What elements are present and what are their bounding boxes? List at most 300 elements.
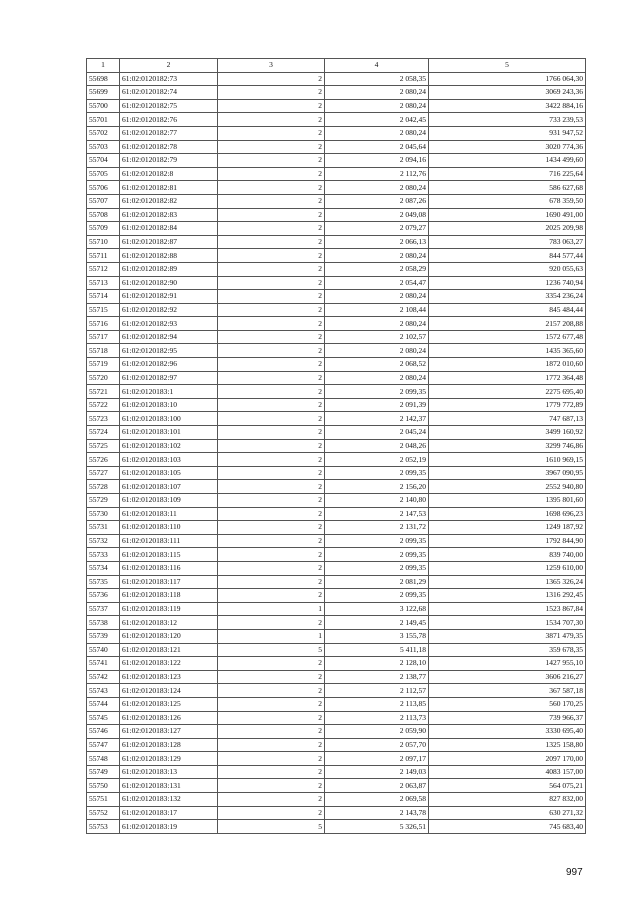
cadastral-number: 61:02:0120183:100: [120, 412, 218, 426]
row-number: 55734: [87, 561, 120, 575]
cost-value: 783 063,27: [429, 235, 586, 249]
row-number: 55709: [87, 222, 120, 236]
area-value: 2 068,52: [325, 358, 429, 372]
cost-value: 739 966,37: [429, 711, 586, 725]
count-value: 2: [218, 752, 325, 766]
count-value: 5: [218, 643, 325, 657]
count-value: 2: [218, 222, 325, 236]
cadastral-number: 61:02:0120182:84: [120, 222, 218, 236]
count-value: 2: [218, 711, 325, 725]
cadastral-number: 61:02:0120182:87: [120, 235, 218, 249]
area-value: 2 099,35: [325, 561, 429, 575]
table-row: [87, 575, 586, 589]
cost-value: 1236 740,94: [429, 276, 586, 290]
cost-value: 733 239,53: [429, 113, 586, 127]
cost-value: 1523 867,84: [429, 602, 586, 616]
cost-value: 827 832,00: [429, 793, 586, 807]
cost-value: 560 170,25: [429, 697, 586, 711]
table-row: [87, 249, 586, 263]
cadastral-number: 61:02:0120182:78: [120, 140, 218, 154]
cadastral-number: 61:02:0120183:107: [120, 480, 218, 494]
count-value: 2: [218, 330, 325, 344]
cadastral-number: 61:02:0120183:116: [120, 561, 218, 575]
area-value: 2 142,37: [325, 412, 429, 426]
row-number: 55708: [87, 208, 120, 222]
cost-value: 3299 746,86: [429, 439, 586, 453]
cost-value: 3330 695,40: [429, 725, 586, 739]
cadastral-number: 61:02:0120182:79: [120, 154, 218, 168]
cadastral-number: 61:02:0120183:126: [120, 711, 218, 725]
count-value: 2: [218, 262, 325, 276]
area-value: 2 112,76: [325, 167, 429, 181]
row-number: 55739: [87, 629, 120, 643]
row-number: 55726: [87, 453, 120, 467]
row-number: 55706: [87, 181, 120, 195]
count-value: 2: [218, 154, 325, 168]
area-value: 2 080,24: [325, 86, 429, 100]
row-number: 55730: [87, 507, 120, 521]
count-value: 2: [218, 466, 325, 480]
table-row: [87, 398, 586, 412]
count-value: 2: [218, 765, 325, 779]
table-row: [87, 534, 586, 548]
cadastral-number: 61:02:0120183:17: [120, 806, 218, 820]
table-row: [87, 235, 586, 249]
table-row: [87, 561, 586, 575]
row-number: 55713: [87, 276, 120, 290]
cadastral-number: 61:02:0120182:83: [120, 208, 218, 222]
area-value: 2 052,19: [325, 453, 429, 467]
cadastral-number: 61:02:0120183:105: [120, 466, 218, 480]
cadastral-number: 61:02:0120183:10: [120, 398, 218, 412]
area-value: 2 080,24: [325, 126, 429, 140]
count-value: 2: [218, 371, 325, 385]
cadastral-number: 61:02:0120183:132: [120, 793, 218, 807]
table-row: [87, 303, 586, 317]
cost-value: 1434 499,60: [429, 154, 586, 168]
count-value: 5: [218, 820, 325, 834]
table-row: [87, 589, 586, 603]
area-value: 2 131,72: [325, 521, 429, 535]
cadastral-number: 61:02:0120182:92: [120, 303, 218, 317]
row-number: 55743: [87, 684, 120, 698]
table-row: [87, 521, 586, 535]
cost-value: 1572 677,48: [429, 330, 586, 344]
cost-value: 3354 236,24: [429, 290, 586, 304]
area-value: 2 099,35: [325, 385, 429, 399]
header-cell-2: 2: [120, 59, 218, 73]
table-row: [87, 194, 586, 208]
cadastral-number: 61:02:0120183:122: [120, 657, 218, 671]
cost-value: 2275 695,40: [429, 385, 586, 399]
cost-value: 359 678,35: [429, 643, 586, 657]
count-value: 2: [218, 86, 325, 100]
area-value: 2 099,35: [325, 466, 429, 480]
count-value: 2: [218, 317, 325, 331]
table-row: [87, 358, 586, 372]
row-number: 55742: [87, 670, 120, 684]
row-number: 55702: [87, 126, 120, 140]
count-value: 2: [218, 126, 325, 140]
row-number: 55746: [87, 725, 120, 739]
area-value: 2 059,90: [325, 725, 429, 739]
cost-value: 2025 209,98: [429, 222, 586, 236]
table-row: [87, 167, 586, 181]
row-number: 55700: [87, 99, 120, 113]
table-row: [87, 657, 586, 671]
cost-value: 3422 884,16: [429, 99, 586, 113]
count-value: 2: [218, 657, 325, 671]
area-value: 2 049,08: [325, 208, 429, 222]
cadastral-number: 61:02:0120182:91: [120, 290, 218, 304]
count-value: 2: [218, 480, 325, 494]
table-row: [87, 480, 586, 494]
cost-value: 1259 610,00: [429, 561, 586, 575]
cost-value: 1316 292,45: [429, 589, 586, 603]
count-value: 2: [218, 140, 325, 154]
cost-value: 745 683,40: [429, 820, 586, 834]
cost-value: 367 587,18: [429, 684, 586, 698]
count-value: 2: [218, 561, 325, 575]
table-row: [87, 752, 586, 766]
header-cell-1: 1: [87, 59, 120, 73]
row-number: 55698: [87, 72, 120, 86]
area-value: 2 080,24: [325, 181, 429, 195]
area-value: 2 069,58: [325, 793, 429, 807]
cost-value: 845 484,44: [429, 303, 586, 317]
area-value: 2 057,70: [325, 738, 429, 752]
row-number: 55732: [87, 534, 120, 548]
count-value: 2: [218, 575, 325, 589]
table-row: [87, 412, 586, 426]
table-row: [87, 426, 586, 440]
cost-value: 678 359,50: [429, 194, 586, 208]
count-value: 2: [218, 548, 325, 562]
area-value: 2 112,57: [325, 684, 429, 698]
area-value: 2 087,26: [325, 194, 429, 208]
count-value: 2: [218, 99, 325, 113]
row-number: 55717: [87, 330, 120, 344]
count-value: 2: [218, 181, 325, 195]
count-value: 2: [218, 358, 325, 372]
table-row: [87, 602, 586, 616]
cadastral-number: 61:02:0120183:109: [120, 494, 218, 508]
row-number: 55741: [87, 657, 120, 671]
count-value: 2: [218, 290, 325, 304]
count-value: 2: [218, 412, 325, 426]
cadastral-number: 61:02:0120183:123: [120, 670, 218, 684]
count-value: 2: [218, 167, 325, 181]
cost-value: 1610 969,15: [429, 453, 586, 467]
area-value: 2 099,35: [325, 534, 429, 548]
table-row: [87, 548, 586, 562]
area-value: 2 080,24: [325, 344, 429, 358]
table-row: [87, 697, 586, 711]
table-row: [87, 507, 586, 521]
area-value: 2 080,24: [325, 99, 429, 113]
area-value: 3 155,78: [325, 629, 429, 643]
cadastral-number: 61:02:0120183:111: [120, 534, 218, 548]
count-value: 2: [218, 806, 325, 820]
cadastral-number: 61:02:0120183:11: [120, 507, 218, 521]
cost-value: 2097 170,00: [429, 752, 586, 766]
row-number: 55699: [87, 86, 120, 100]
area-value: 5 411,18: [325, 643, 429, 657]
area-value: 2 113,85: [325, 697, 429, 711]
cadastral-number: 61:02:0120182:97: [120, 371, 218, 385]
cost-value: 3871 479,35: [429, 629, 586, 643]
area-value: 2 042,45: [325, 113, 429, 127]
count-value: 2: [218, 670, 325, 684]
row-number: 55710: [87, 235, 120, 249]
count-value: 2: [218, 534, 325, 548]
cost-value: 3020 774,36: [429, 140, 586, 154]
area-value: 2 113,73: [325, 711, 429, 725]
area-value: 2 138,77: [325, 670, 429, 684]
count-value: 2: [218, 589, 325, 603]
area-value: 2 143,78: [325, 806, 429, 820]
cost-value: 2552 940,80: [429, 480, 586, 494]
count-value: 2: [218, 684, 325, 698]
row-number: 55718: [87, 344, 120, 358]
row-number: 55731: [87, 521, 120, 535]
table-row: [87, 262, 586, 276]
cadastral-number: 61:02:0120183:12: [120, 616, 218, 630]
table-row: [87, 725, 586, 739]
count-value: 2: [218, 249, 325, 263]
area-value: 2 045,24: [325, 426, 429, 440]
cadastral-number: 61:02:0120183:13: [120, 765, 218, 779]
table-row: [87, 222, 586, 236]
count-value: 2: [218, 616, 325, 630]
area-value: 2 058,35: [325, 72, 429, 86]
cadastral-number: 61:02:0120182:75: [120, 99, 218, 113]
cost-value: 1792 844,90: [429, 534, 586, 548]
cost-value: 1534 707,30: [429, 616, 586, 630]
count-value: 2: [218, 303, 325, 317]
table-row: [87, 793, 586, 807]
cadastral-number: 61:02:0120182:88: [120, 249, 218, 263]
cost-value: 1249 187,92: [429, 521, 586, 535]
area-value: 2 080,24: [325, 290, 429, 304]
row-number: 55753: [87, 820, 120, 834]
header-cell-3: 3: [218, 59, 325, 73]
table-row: [87, 466, 586, 480]
cadastral-number: 61:02:0120182:89: [120, 262, 218, 276]
area-value: 2 128,10: [325, 657, 429, 671]
table-row: [87, 453, 586, 467]
row-number: 55736: [87, 589, 120, 603]
cadastral-number: 61:02:0120182:73: [120, 72, 218, 86]
row-number: 55751: [87, 793, 120, 807]
cadastral-number: 61:02:0120182:95: [120, 344, 218, 358]
cadastral-number: 61:02:0120183:115: [120, 548, 218, 562]
cadastral-number: 61:02:0120182:8: [120, 167, 218, 181]
area-value: 2 147,53: [325, 507, 429, 521]
cost-value: 1766 064,30: [429, 72, 586, 86]
area-value: 2 102,57: [325, 330, 429, 344]
area-value: 2 045,64: [325, 140, 429, 154]
count-value: 2: [218, 194, 325, 208]
cost-value: 1427 955,10: [429, 657, 586, 671]
row-number: 55724: [87, 426, 120, 440]
table-row: [87, 494, 586, 508]
cost-value: 2157 208,88: [429, 317, 586, 331]
cost-value: 839 740,00: [429, 548, 586, 562]
row-number: 55725: [87, 439, 120, 453]
cadastral-number: 61:02:0120183:117: [120, 575, 218, 589]
row-number: 55722: [87, 398, 120, 412]
area-value: 2 080,24: [325, 371, 429, 385]
area-value: 2 140,80: [325, 494, 429, 508]
count-value: 2: [218, 72, 325, 86]
row-number: 55703: [87, 140, 120, 154]
cost-value: 747 687,13: [429, 412, 586, 426]
table-row: [87, 72, 586, 86]
area-value: 2 099,35: [325, 589, 429, 603]
count-value: 2: [218, 235, 325, 249]
cadastral-number: 61:02:0120183:120: [120, 629, 218, 643]
cadastral-number: 61:02:0120183:118: [120, 589, 218, 603]
count-value: 2: [218, 494, 325, 508]
area-value: 3 122,68: [325, 602, 429, 616]
count-value: 2: [218, 507, 325, 521]
area-value: 2 099,35: [325, 548, 429, 562]
cadastral-number: 61:02:0120183:127: [120, 725, 218, 739]
row-number: 55707: [87, 194, 120, 208]
area-value: 5 326,51: [325, 820, 429, 834]
row-number: 55748: [87, 752, 120, 766]
table-row: [87, 99, 586, 113]
area-value: 2 080,24: [325, 249, 429, 263]
area-value: 2 081,29: [325, 575, 429, 589]
cadastral-table: [86, 58, 586, 834]
row-number: 55712: [87, 262, 120, 276]
cadastral-number: 61:02:0120183:129: [120, 752, 218, 766]
cost-value: 1365 326,24: [429, 575, 586, 589]
cadastral-number: 61:02:0120183:1: [120, 385, 218, 399]
header-cell-5: 5: [429, 59, 586, 73]
count-value: 2: [218, 521, 325, 535]
cadastral-number: 61:02:0120182:96: [120, 358, 218, 372]
count-value: 2: [218, 385, 325, 399]
table-row: [87, 820, 586, 834]
cost-value: 586 627,68: [429, 181, 586, 195]
table-row: [87, 126, 586, 140]
cost-value: 3499 160,92: [429, 426, 586, 440]
cost-value: 4083 157,00: [429, 765, 586, 779]
area-value: 2 080,24: [325, 317, 429, 331]
count-value: 2: [218, 453, 325, 467]
area-value: 2 108,44: [325, 303, 429, 317]
table-body: [87, 72, 586, 833]
count-value: 2: [218, 779, 325, 793]
row-number: 55714: [87, 290, 120, 304]
row-number: 55750: [87, 779, 120, 793]
count-value: 2: [218, 793, 325, 807]
cost-value: 1872 010,60: [429, 358, 586, 372]
row-number: 55719: [87, 358, 120, 372]
cost-value: 564 075,21: [429, 779, 586, 793]
table-row: [87, 371, 586, 385]
table-row: [87, 290, 586, 304]
row-number: 55737: [87, 602, 120, 616]
row-number: 55715: [87, 303, 120, 317]
table-row: [87, 276, 586, 290]
count-value: 1: [218, 602, 325, 616]
area-value: 2 048,26: [325, 439, 429, 453]
cadastral-number: 61:02:0120183:125: [120, 697, 218, 711]
table-row: [87, 670, 586, 684]
cost-value: 630 271,32: [429, 806, 586, 820]
cost-value: 1772 364,48: [429, 371, 586, 385]
table-row: [87, 779, 586, 793]
cadastral-number: 61:02:0120183:119: [120, 602, 218, 616]
row-number: 55745: [87, 711, 120, 725]
cost-value: 3967 090,95: [429, 466, 586, 480]
table-row: [87, 806, 586, 820]
cost-value: 716 225,64: [429, 167, 586, 181]
cost-value: 1435 365,60: [429, 344, 586, 358]
row-number: 55723: [87, 412, 120, 426]
area-value: 2 156,20: [325, 480, 429, 494]
cost-value: 931 947,52: [429, 126, 586, 140]
row-number: 55720: [87, 371, 120, 385]
cost-value: 844 577,44: [429, 249, 586, 263]
table-row: [87, 738, 586, 752]
row-number: 55716: [87, 317, 120, 331]
table-row: [87, 208, 586, 222]
count-value: 2: [218, 738, 325, 752]
cadastral-number: 61:02:0120183:110: [120, 521, 218, 535]
cadastral-number: 61:02:0120182:74: [120, 86, 218, 100]
table-row: [87, 154, 586, 168]
cadastral-number: 61:02:0120183:102: [120, 439, 218, 453]
count-value: 2: [218, 276, 325, 290]
area-value: 2 097,17: [325, 752, 429, 766]
table-row: [87, 344, 586, 358]
cadastral-number: 61:02:0120182:93: [120, 317, 218, 331]
cadastral-number: 61:02:0120182:94: [120, 330, 218, 344]
table-row: [87, 140, 586, 154]
area-value: 2 094,16: [325, 154, 429, 168]
cost-value: 3606 216,27: [429, 670, 586, 684]
area-value: 2 079,27: [325, 222, 429, 236]
cost-value: 1690 491,00: [429, 208, 586, 222]
table-row: [87, 330, 586, 344]
table-row: [87, 643, 586, 657]
table-row: [87, 439, 586, 453]
area-value: 2 149,03: [325, 765, 429, 779]
cadastral-number: 61:02:0120182:81: [120, 181, 218, 195]
row-number: 55738: [87, 616, 120, 630]
header-cell-4: 4: [325, 59, 429, 73]
cadastral-number: 61:02:0120183:128: [120, 738, 218, 752]
row-number: 55721: [87, 385, 120, 399]
area-value: 2 091,39: [325, 398, 429, 412]
row-number: 55733: [87, 548, 120, 562]
count-value: 2: [218, 697, 325, 711]
count-value: 2: [218, 113, 325, 127]
row-number: 55704: [87, 154, 120, 168]
row-number: 55749: [87, 765, 120, 779]
header-row: [87, 59, 586, 73]
table-row: [87, 113, 586, 127]
table-row: [87, 181, 586, 195]
row-number: 55727: [87, 466, 120, 480]
cadastral-number: 61:02:0120183:101: [120, 426, 218, 440]
table-row: [87, 684, 586, 698]
